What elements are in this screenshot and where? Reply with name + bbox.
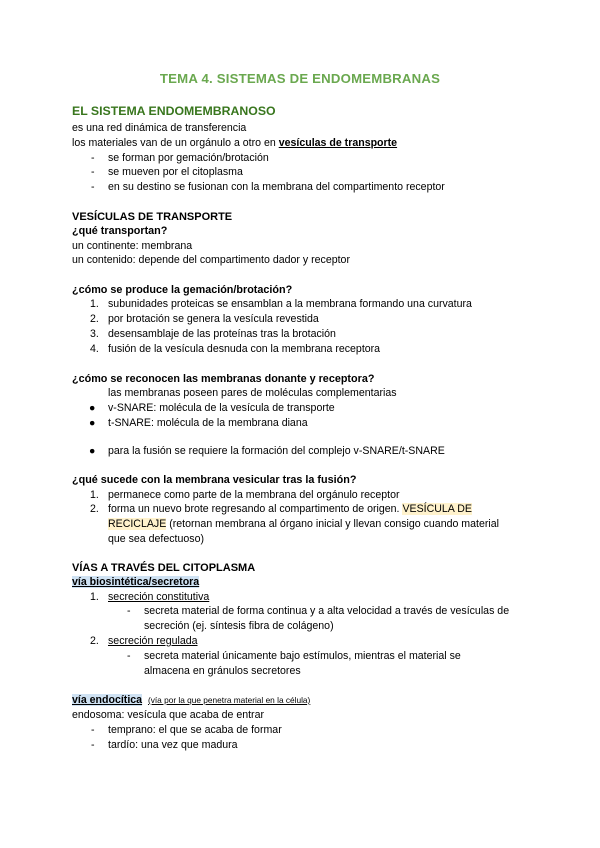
list-number: 3. — [90, 328, 99, 340]
list-item: en su destino se fusionan con la membrana del compartimento receptor — [108, 181, 445, 193]
list-item-continuation: que sea defectuoso) — [108, 533, 205, 545]
question-heading: ¿qué sucede con la membrana vesicular tras la fusión? — [72, 474, 357, 486]
list-item-continuation: secreción (ej. síntesis fibra de colágeno) — [144, 620, 334, 632]
list-number: 2. — [90, 313, 99, 325]
list-item: se forman por gemación/brotación — [108, 152, 269, 164]
list-item: fusión de la vesícula desnuda con la membrana receptora — [108, 343, 381, 355]
highlighted-term: RECICLAJE — [108, 518, 167, 530]
subheading-note: (vía por la que penetra material en la célula) — [147, 695, 311, 705]
subheading-endocitica — [72, 693, 310, 708]
list-item — [108, 502, 472, 517]
list-item: secreta material de forma continua y a alta velocidad a través de vesículas de — [144, 605, 510, 617]
dash-marker: - — [91, 739, 95, 751]
paragraph-line: un contenido: depende del compartimento dador y receptor — [72, 254, 350, 266]
list-item: secreción constitutiva — [108, 591, 210, 603]
bullet-marker: ● — [89, 417, 96, 429]
subheading-label: vía endocítica — [72, 694, 143, 706]
bullet-marker: ● — [89, 445, 96, 457]
list-number: 1. — [90, 489, 99, 501]
subheading-label: vía biosintética/secretora — [72, 576, 200, 588]
question-heading: ¿qué transportan? — [72, 225, 168, 237]
question-heading: ¿cómo se reconocen las membranas donante y receptora? — [72, 373, 375, 385]
list-item: secreta material únicamente bajo estímulos, mientras el material se — [144, 650, 461, 662]
list-item: para la fusión se requiere la formación del complejo v-SNARE/t-SNARE — [108, 445, 445, 457]
subheading-biosintetica — [72, 575, 199, 590]
highlighted-term: VESÍCULA DE — [402, 503, 472, 515]
section-heading-vias: VÍAS A TRAVÉS DEL CITOPLASMA — [72, 562, 256, 574]
question-heading: ¿cómo se produce la gemación/brotación? — [72, 284, 293, 296]
section-heading-vesiculas: VESÍCULAS DE TRANSPORTE — [72, 211, 233, 223]
list-item: v-SNARE: molécula de la vesícula de transporte — [108, 402, 335, 414]
list-item: por brotación se genera la vesícula revestida — [108, 313, 319, 325]
list-item: temprano: el que se acaba de formar — [108, 724, 282, 736]
page-title: TEMA 4. SISTEMAS DE ENDOMEMBRANAS — [159, 71, 441, 86]
list-item: secreción regulada — [108, 635, 198, 647]
dash-marker: - — [91, 152, 95, 164]
bullet-marker: ● — [89, 402, 96, 414]
list-number: 4. — [90, 343, 99, 355]
list-item: se mueven por el citoplasma — [108, 166, 243, 178]
paragraph-line — [72, 136, 397, 151]
dash-marker: - — [91, 166, 95, 178]
list-number: 2. — [90, 503, 99, 515]
list-item: subunidades proteicas se ensamblan a la membrana formando una curvatura — [108, 298, 472, 310]
paragraph-line: un continente: membrana — [72, 240, 193, 252]
dash-marker: - — [127, 605, 131, 617]
list-item: t-SNARE: molécula de la membrana diana — [108, 417, 308, 429]
paragraph-line: es una red dinámica de transferencia — [72, 122, 247, 134]
section-heading-sistema: EL SISTEMA ENDOMEMBRANOSO — [72, 104, 276, 118]
paragraph-line: endosoma: vesícula que acaba de entrar — [72, 709, 264, 721]
text-span: forma un nuevo brote regresando al compartimento de origen. — [108, 503, 403, 515]
emphasis-term: vesículas de transporte — [278, 137, 398, 149]
list-item: desensamblaje de las proteínas tras la brotación — [108, 328, 336, 340]
list-item: permanece como parte de la membrana del orgánulo receptor — [108, 489, 400, 501]
paragraph-line: las membranas poseen pares de moléculas complementarias — [108, 387, 397, 399]
text-span: los materiales van de un orgánulo a otro en — [72, 137, 279, 149]
list-item-continuation — [108, 517, 499, 532]
dash-marker: - — [91, 181, 95, 193]
text-span: (retornan membrana al órgano inicial y llevan consigo cuando material — [166, 518, 499, 530]
list-number: 1. — [90, 298, 99, 310]
list-item: tardío: una vez que madura — [108, 739, 238, 751]
dash-marker: - — [91, 724, 95, 736]
list-number: 1. — [90, 591, 99, 603]
dash-marker: - — [127, 650, 131, 662]
list-number: 2. — [90, 635, 99, 647]
list-item-continuation: almacena en gránulos secretores — [144, 665, 301, 677]
